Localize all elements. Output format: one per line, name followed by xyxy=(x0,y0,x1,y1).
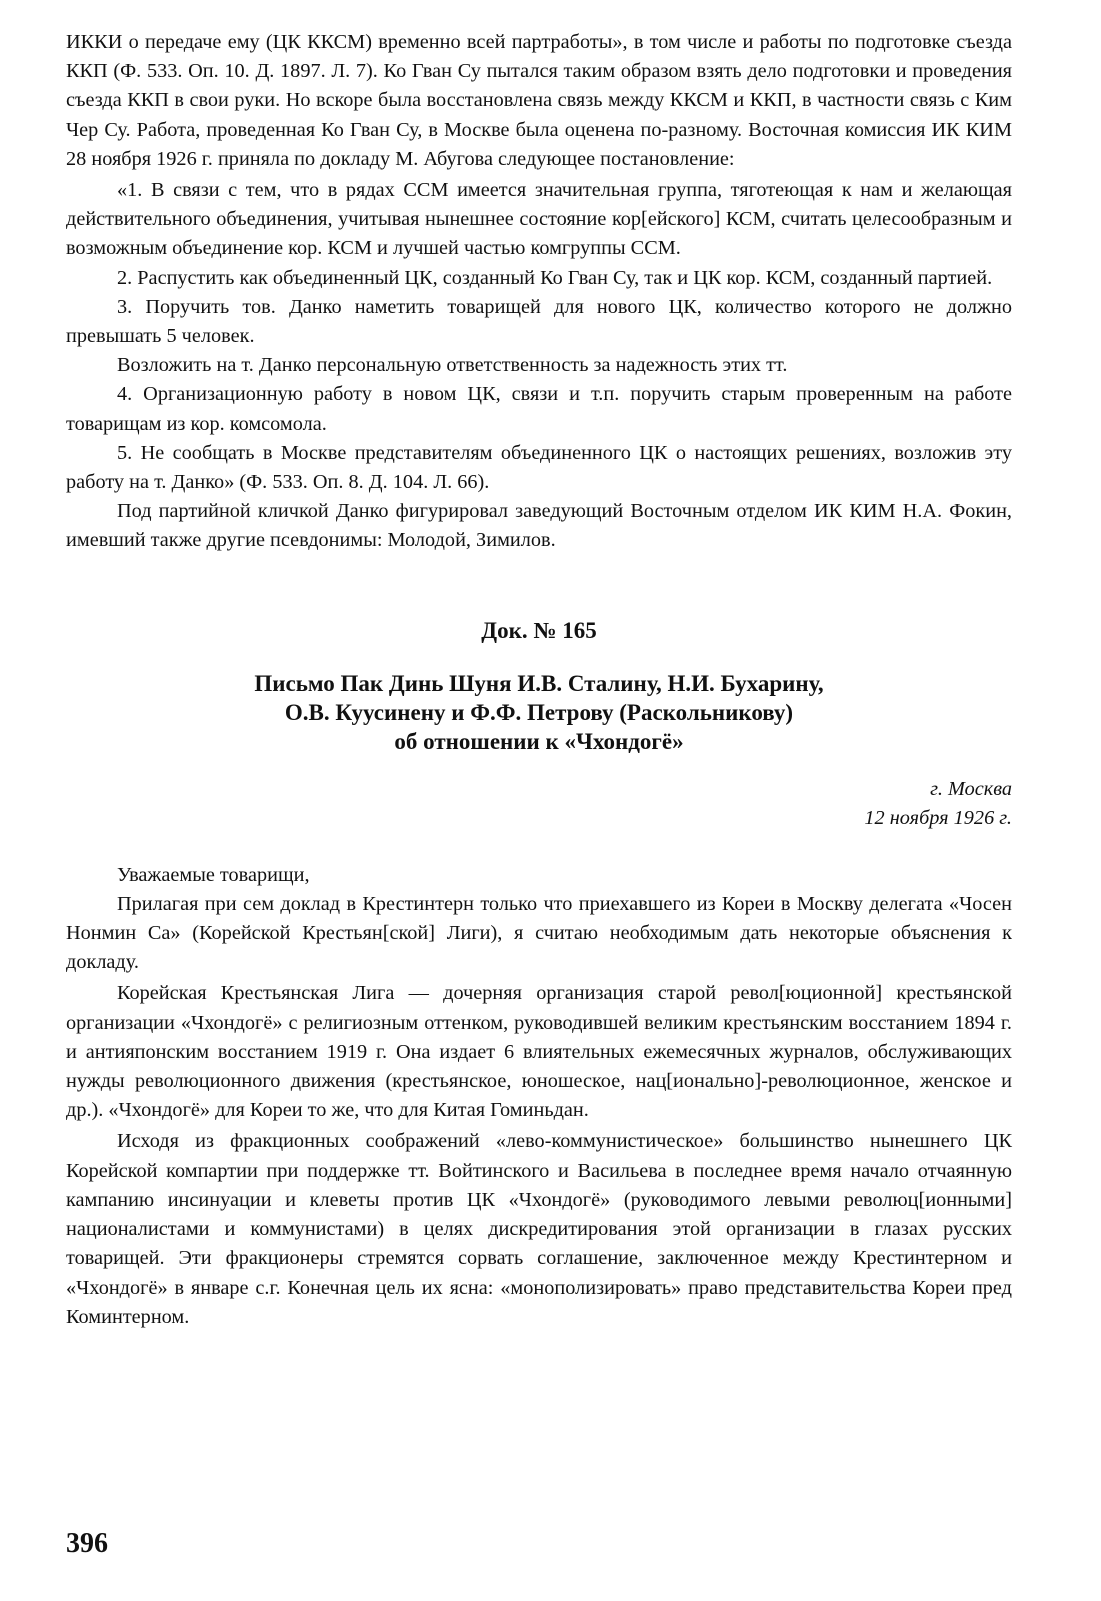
pseudonym-note: Под партийной кличкой Данко фигурировал заведующий Восточным отделом ИК КИМ Н.А. Фокин, имевший также другие псевдонимы: Молодой, Зимилов. xyxy=(66,500,1012,552)
letter-paragraph-1: Прилагая при сем доклад в Крестинтерн только что приехавшего из Кореи в Москву делегата «Чосен Нонмин Са» (Корейской Крестьян[ской] Лиги), я считаю необходимым дать некоторые объяснения к докладу. xyxy=(66,892,1012,974)
intro-paragraph: ИККИ о передаче ему (ЦК ККСМ) временно всей партработы», в том числе и работы по подготовке съезда ККП (Ф. 533. Оп. 10. Д. 1897. Л. 7). Ко Гван Су пытался таким образом взять дело подготовки и проведения съезда ККП в свои руки. Но вскоре была восстановлена связь между ККСМ и ККП, в частности связь с Ким Чер Су. Работа, проведенная Ко Гван Су, в Москве была оценена по-разному. Восточная комиссия ИК КИМ 28 ноября 1926 г. приняла по докладу М. Абугова следующее постановление: xyxy=(66,31,1012,170)
place-date xyxy=(66,775,1012,833)
resolution-item-2: 2. Распустить как объединенный ЦК, созданный Ко Гван Су, так и ЦК кор. КСМ, созданный партией. xyxy=(117,266,993,289)
resolution-item-3-note: Возложить на т. Данко персональную ответственность за надежность этих тт. xyxy=(117,354,788,377)
resolution-block xyxy=(66,176,1012,556)
document-title-line-2: О.В. Куусинену и Ф.Ф. Петрову (Раскольникову) xyxy=(284,699,794,725)
page-number: 396 xyxy=(66,1528,108,1559)
document-place: г. Москва xyxy=(930,777,1012,800)
page-body xyxy=(66,28,1012,1332)
document-title-line-1: Письмо Пак Динь Шуня И.В. Сталину, Н.И. Бухарину, xyxy=(254,670,824,696)
resolution-item-3: 3. Поручить тов. Данко наметить товарищей для нового ЦК, количество которого не должно превышать 5 человек. xyxy=(66,295,1012,348)
resolution-item-5: 5. Не сообщать в Москве представителям объединенного ЦК о настоящих решениях, возложив эту работу на т. Данко» (Ф. 533. Оп. 8. Д. 104. Л. 66). xyxy=(66,441,1012,494)
letter-paragraph-2: Корейская Крестьянская Лига — дочерняя организация старой револ[юционной] крестьянской организации «Чхондогё» с религиозным оттенком, руководившей великим крестьянским восстанием 1894 г. и антияпонским восстанием 1919 г. Она издает 6 влиятельных ежемесячных журналов, обслуживающих нужды революционного движения (крестьянское, юношеское, нац[ионально]-революционное, женское и др.). «Чхондогё» для Кореи то же, что для Китая Гоминьдан. xyxy=(66,982,1012,1122)
salutation: Уважаемые товарищи, xyxy=(117,863,310,886)
resolution-item-1: «1. В связи с тем, что в рядах ССМ имеется значительная группа, тяготеющая к нам и желающая действительного объединения, учитывая нынешнее состояние кор[ейского] КСМ, считать целесообразным и возможным объединение кор. КСМ и лучшей частью комгруппы ССМ. xyxy=(66,179,1012,260)
letter-paragraph-3: Исходя из фракционных соображений «лево-коммунистическое» большинство нынешнего ЦК Корейской компартии при поддержке тт. Войтинского и Васильева в последнее время начало отчаянную кампанию инсинуации и клеветы против ЦК «Чхондогё» (руководимого левыми революц[ионными] националистами и коммунистами) в целях дискредитирования этой организации в глазах русских товарищей. Эти фракционеры стремятся сорвать соглашение, заключенное между Крестинтерном и «Чхондогё» в январе с.г. Конечная цель их ясна: «монополизировать» право представительства Кореи пред Коминтерном. xyxy=(66,1130,1012,1328)
resolution-item-4: 4. Организационную работу в новом ЦК, связи и т.п. поручить старым проверенным на работе товарищам из кор. комсомола. xyxy=(66,383,1012,435)
document-number: Док. № 165 xyxy=(481,617,597,643)
document-title-line-3: об отношении к «Чхондогё» xyxy=(394,728,684,754)
document-title xyxy=(66,669,1012,756)
document-date: 12 ноября 1926 г. xyxy=(864,806,1012,829)
